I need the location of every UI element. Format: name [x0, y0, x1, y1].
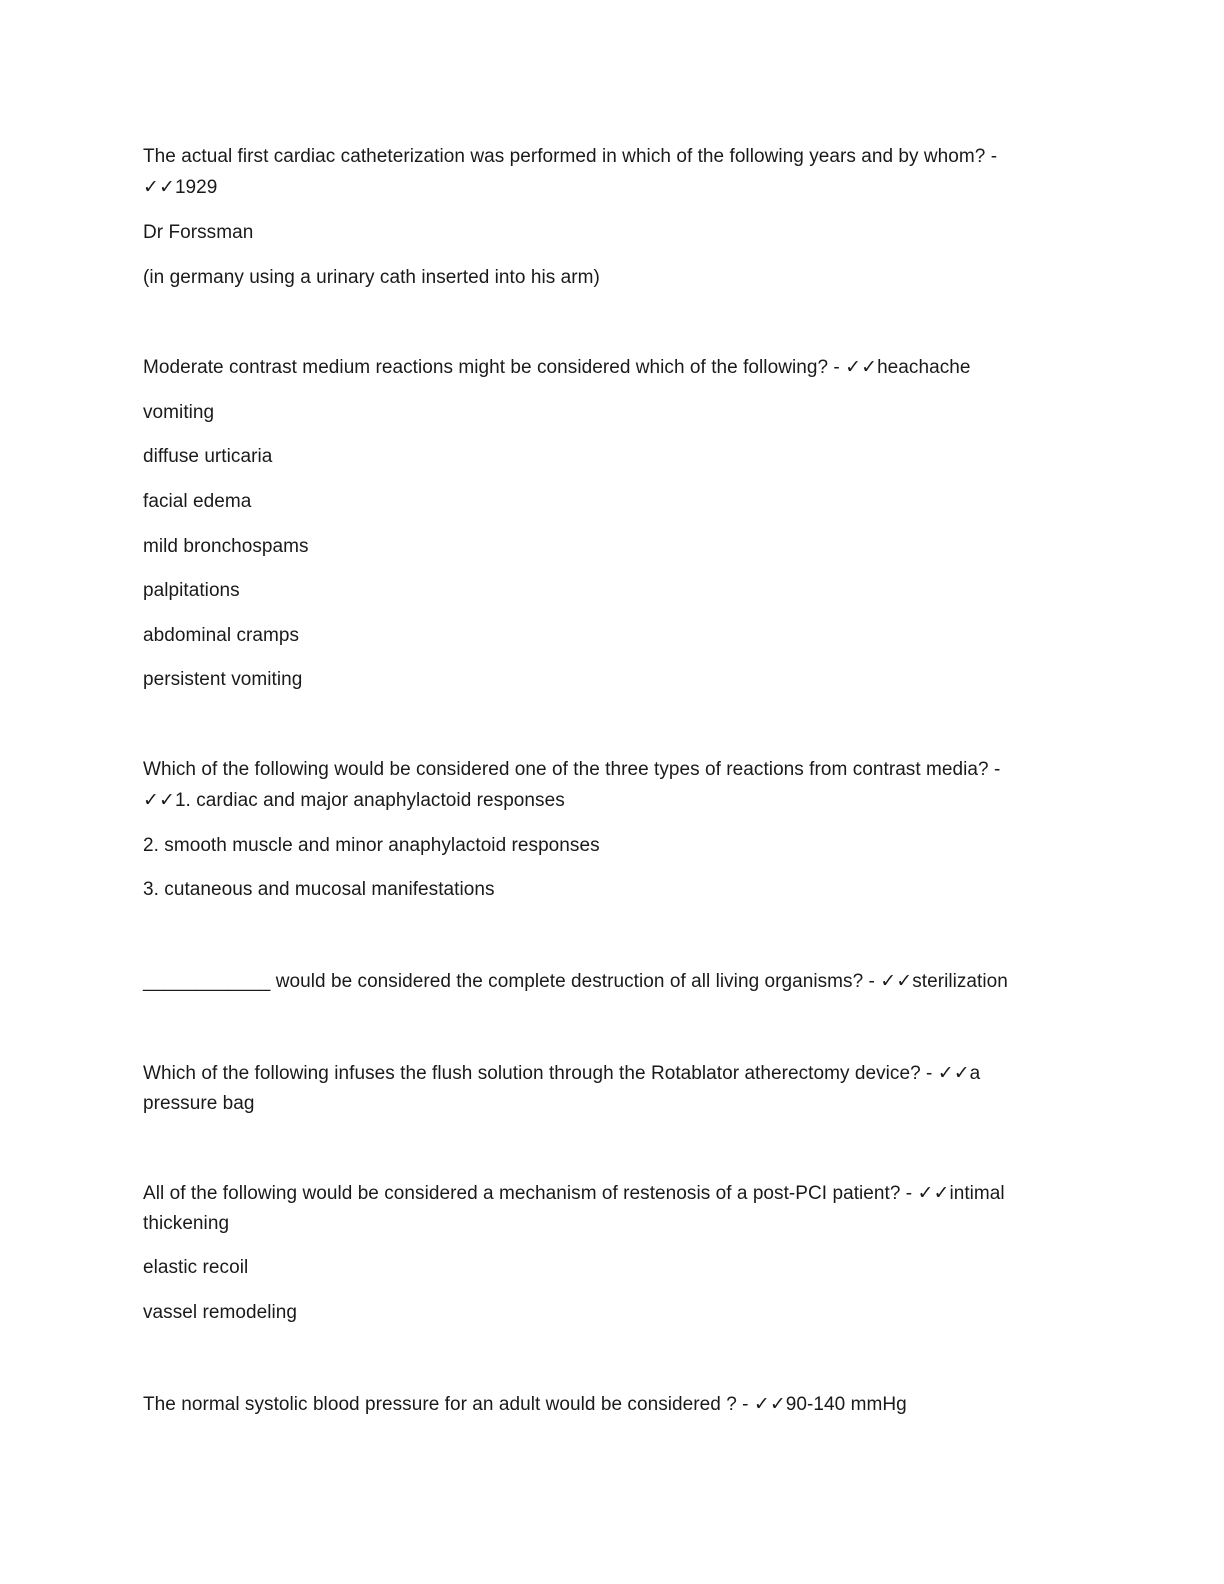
answer-1-line-3: (in germany using a urinary cath inserted into his arm) [143, 267, 600, 288]
answer-3-item: 2. smooth muscle and minor anaphylactoid responses [143, 835, 600, 856]
answer-6-item: elastic recoil [143, 1257, 249, 1278]
answer-1-line-1: ✓✓1929 [143, 177, 218, 198]
question-2-line-1: Moderate contrast medium reactions might be considered which of the following? - ✓✓heachache [143, 357, 971, 378]
answer-2-item: vomiting [143, 402, 215, 423]
answer-1-line-2: Dr Forssman [143, 222, 254, 243]
question-4-line-1: ____________ would be considered the complete destruction of all living organisms? - ✓✓sterilization [143, 971, 1008, 992]
question-1-line-1: The actual first cardiac catheterization was performed in which of the following years and by whom? - [143, 146, 998, 167]
answer-5-line-1: pressure bag [143, 1093, 255, 1114]
answer-2-item: persistent vomiting [143, 669, 303, 690]
question-5-line-1: Which of the following infuses the flush solution through the Rotablator atherectomy device? - ✓✓a [143, 1063, 981, 1084]
answer-2-item: diffuse urticaria [143, 446, 273, 467]
question-3-line-1: Which of the following would be considered one of the three types of reactions from contrast media? - [143, 759, 1001, 780]
answer-6-item: vassel remodeling [143, 1302, 297, 1323]
answer-2-item: facial edema [143, 491, 252, 512]
answer-2-item: mild bronchospams [143, 536, 309, 557]
question-6-line-1: All of the following would be considered a mechanism of restenosis of a post-PCI patient? - ✓✓intimal [143, 1183, 1005, 1204]
answer-2-item: abdominal cramps [143, 625, 300, 646]
question-7-line-1: The normal systolic blood pressure for an adult would be considered ? - ✓✓90-140 mmHg [143, 1394, 907, 1415]
answer-3-item: ✓✓1. cardiac and major anaphylactoid responses [143, 790, 565, 811]
answer-3-item: 3. cutaneous and mucosal manifestations [143, 879, 495, 900]
answer-6-line-1: thickening [143, 1213, 230, 1234]
answer-2-item: palpitations [143, 580, 240, 601]
